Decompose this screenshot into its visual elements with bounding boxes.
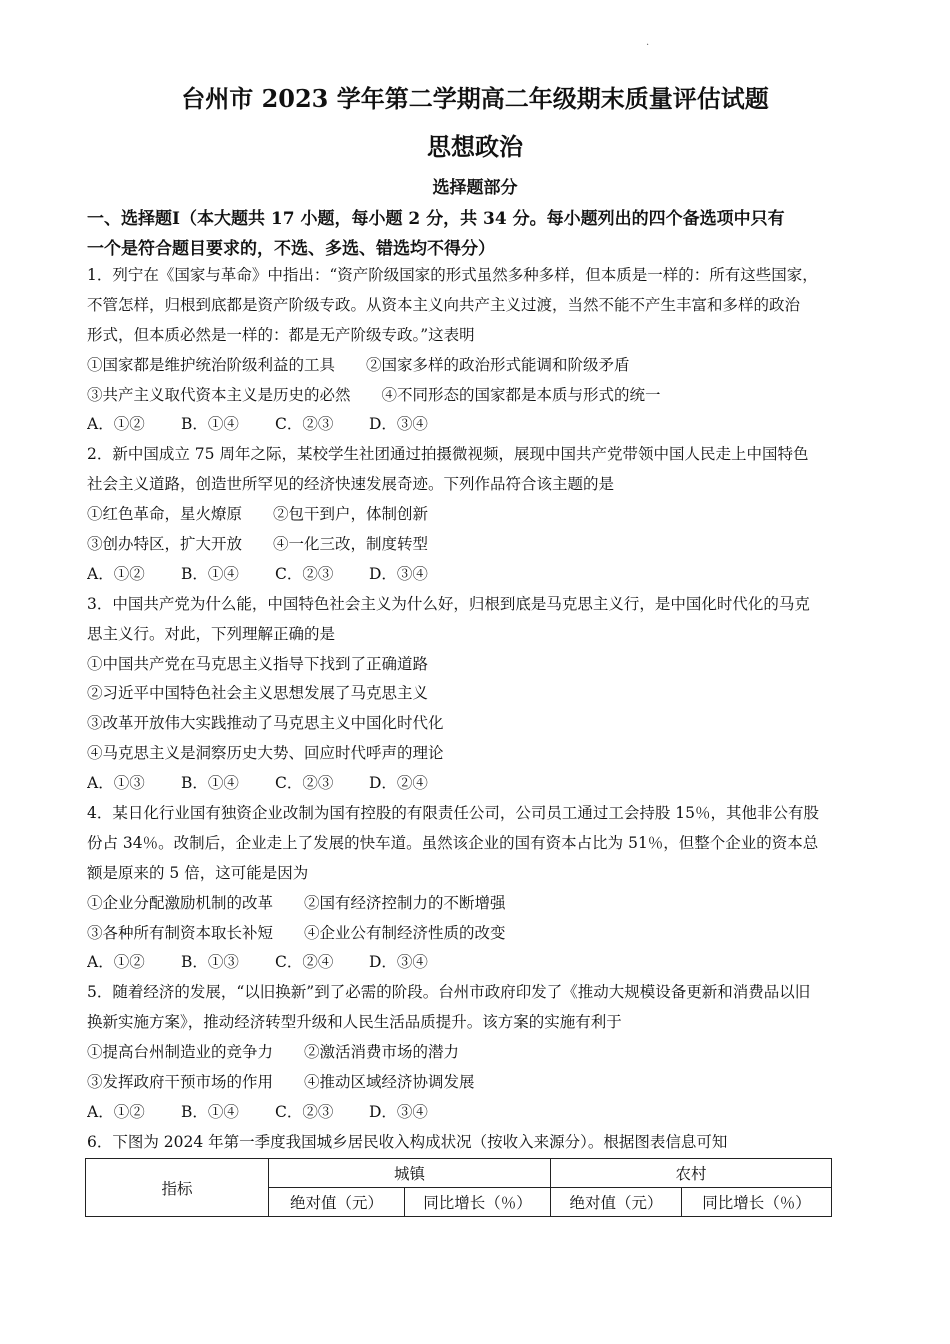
option-a: A．①② bbox=[87, 564, 145, 583]
option-d: D．③④ bbox=[369, 564, 428, 583]
answer-options bbox=[87, 1098, 877, 1128]
option-c: C．②③ bbox=[275, 774, 334, 793]
option-c: C．②③ bbox=[275, 564, 334, 583]
option-b: B．①④ bbox=[181, 415, 239, 434]
exam-title: 台州市 2023 学年第二学期高二年级期末质量评估试题 bbox=[181, 84, 769, 113]
question-item: ②习近平中国特色社会主义思想发展了马克思主义 bbox=[87, 684, 429, 703]
income-table bbox=[85, 1158, 832, 1217]
subject-title: 思想政治 bbox=[427, 132, 523, 161]
part-heading: 选择题部分 bbox=[432, 178, 518, 198]
option-c: C．②③ bbox=[275, 415, 334, 434]
question-item: ④马克思主义是洞察历史大势、回应时代呼声的理论 bbox=[87, 744, 444, 763]
question-5 bbox=[87, 978, 877, 1127]
rural-absolute-header: 绝对值（元） bbox=[551, 1188, 682, 1217]
option-d: D．③④ bbox=[369, 1102, 428, 1121]
table-header-row bbox=[86, 1159, 832, 1188]
urban-absolute-header: 绝对值（元） bbox=[269, 1188, 405, 1217]
option-a: A．①② bbox=[87, 1102, 145, 1121]
question-item: ③各种所有制资本取长补短 ④企业公有制经济性质的改变 bbox=[87, 923, 506, 942]
question-stem-line: 1．列宁在《国家与革命》中指出：“资产阶级国家的形式虽然多种多样，但本质是一样的：所有这些国家， bbox=[87, 266, 818, 284]
option-a: A．①③ bbox=[87, 774, 145, 793]
question-stem-line: 形式，但本质必然是一样的：都是无产阶级专政。”这表明 bbox=[87, 325, 475, 344]
question-stem-line: 额是原来的 5 倍，这可能是因为 bbox=[87, 863, 309, 882]
question-item: ①提高台州制造业的竞争力 ②激活消费市场的潜力 bbox=[87, 1043, 460, 1062]
question-item: ①中国共产党在马克思主义指导下找到了正确道路 bbox=[87, 654, 429, 673]
indicator-header: 指标 bbox=[86, 1159, 269, 1217]
option-b: B．①④ bbox=[181, 564, 239, 583]
question-6 bbox=[87, 1128, 877, 1158]
question-2 bbox=[87, 440, 877, 589]
option-b: B．①④ bbox=[181, 774, 239, 793]
page-dot-mark: . bbox=[646, 37, 650, 48]
question-stem-line: 份占 34％。改制后，企业走上了发展的快车道。虽然该企业的国有资本占比为 51％，但整个企业的资本总 bbox=[87, 833, 819, 852]
option-d: D．③④ bbox=[369, 953, 428, 972]
option-b: B．①④ bbox=[181, 1102, 239, 1121]
question-4 bbox=[87, 799, 877, 978]
question-stem-line: 2．新中国成立 75 周年之际，某校学生社团通过拍摄微视频，展现中国共产党带领中国人民走上中国特色 bbox=[87, 445, 809, 464]
answer-options bbox=[87, 769, 877, 799]
question-stem-line: 6．下图为 2024 年第一季度我国城乡居民收入构成状况（按收入来源分）。根据图表信息可知 bbox=[87, 1132, 728, 1151]
option-d: D．②④ bbox=[369, 774, 428, 793]
answer-options bbox=[87, 410, 877, 440]
option-b: B．①③ bbox=[181, 953, 239, 972]
question-item: ①红色革命，星火燎原 ②包干到户，体制创新 bbox=[87, 505, 429, 524]
option-a: A．①② bbox=[87, 415, 145, 434]
question-stem-line: 社会主义道路，创造世所罕见的经济快速发展奇迹。下列作品符合该主题的是 bbox=[87, 475, 615, 494]
question-stem-line: 3．中国共产党为什么能，中国特色社会主义为什么好，归根到底是马克思主义行，是中国化时代化的马克 bbox=[87, 594, 810, 613]
question-item: ③改革开放伟大实践推动了马克思主义中国化时代化 bbox=[87, 714, 444, 733]
answer-options bbox=[87, 948, 877, 978]
option-c: C．②④ bbox=[275, 953, 334, 972]
section-line-2: 一个是符合题目要求的，不选、多选、错选均不得分） bbox=[87, 238, 495, 259]
option-d: D．③④ bbox=[369, 415, 428, 434]
question-list bbox=[87, 261, 877, 1158]
question-3 bbox=[87, 590, 877, 799]
urban-header: 城镇 bbox=[269, 1159, 551, 1188]
question-item: ①国家都是维护统治阶级利益的工具 ②国家多样的政治形式能调和阶级矛盾 bbox=[87, 355, 630, 374]
question-stem-line: 5．随着经济的发展，“以旧换新”到了必需的阶段。台州市政府印发了《推动大规模设备更新和消费品以旧 bbox=[87, 983, 811, 1002]
question-item: ①企业分配激励机制的改革 ②国有经济控制力的不断增强 bbox=[87, 893, 506, 912]
question-stem-line: 4．某日化行业国有独资企业改制为国有控股的有限责任公司，公司员工通过工会持股 15％，其他非公有股 bbox=[87, 804, 820, 823]
answer-options bbox=[87, 560, 877, 590]
urban-growth-header: 同比增长（％） bbox=[405, 1188, 551, 1217]
question-item: ③发挥政府干预市场的作用 ④推动区域经济协调发展 bbox=[87, 1073, 475, 1092]
rural-header: 农村 bbox=[551, 1159, 832, 1188]
option-a: A．①② bbox=[87, 953, 145, 972]
section-line-1: 一、选择题Ⅰ（本大题共 17 小题，每小题 2 分，共 34 分。每小题列出的四个备选项中只有 bbox=[87, 209, 785, 229]
question-stem-line: 思主义行。对此，下列理解正确的是 bbox=[87, 624, 336, 643]
option-c: C．②③ bbox=[275, 1102, 334, 1121]
question-item: ③创办特区，扩大开放 ④一化三改，制度转型 bbox=[87, 535, 429, 554]
question-1 bbox=[87, 261, 877, 440]
question-stem-line: 换新实施方案》，推动经济转型升级和人民生活品质提升。该方案的实施有利于 bbox=[87, 1013, 622, 1032]
question-stem-line: 不管怎样，归根到底都是资产阶级专政。从资本主义向共产主义过渡，当然不能不产生丰富和多样的政治 bbox=[87, 295, 801, 314]
section-instructions bbox=[87, 204, 877, 264]
rural-growth-header: 同比增长（％） bbox=[682, 1188, 832, 1217]
question-item: ③共产主义取代资本主义是历史的必然 ④不同形态的国家都是本质与形式的统一 bbox=[87, 385, 661, 404]
